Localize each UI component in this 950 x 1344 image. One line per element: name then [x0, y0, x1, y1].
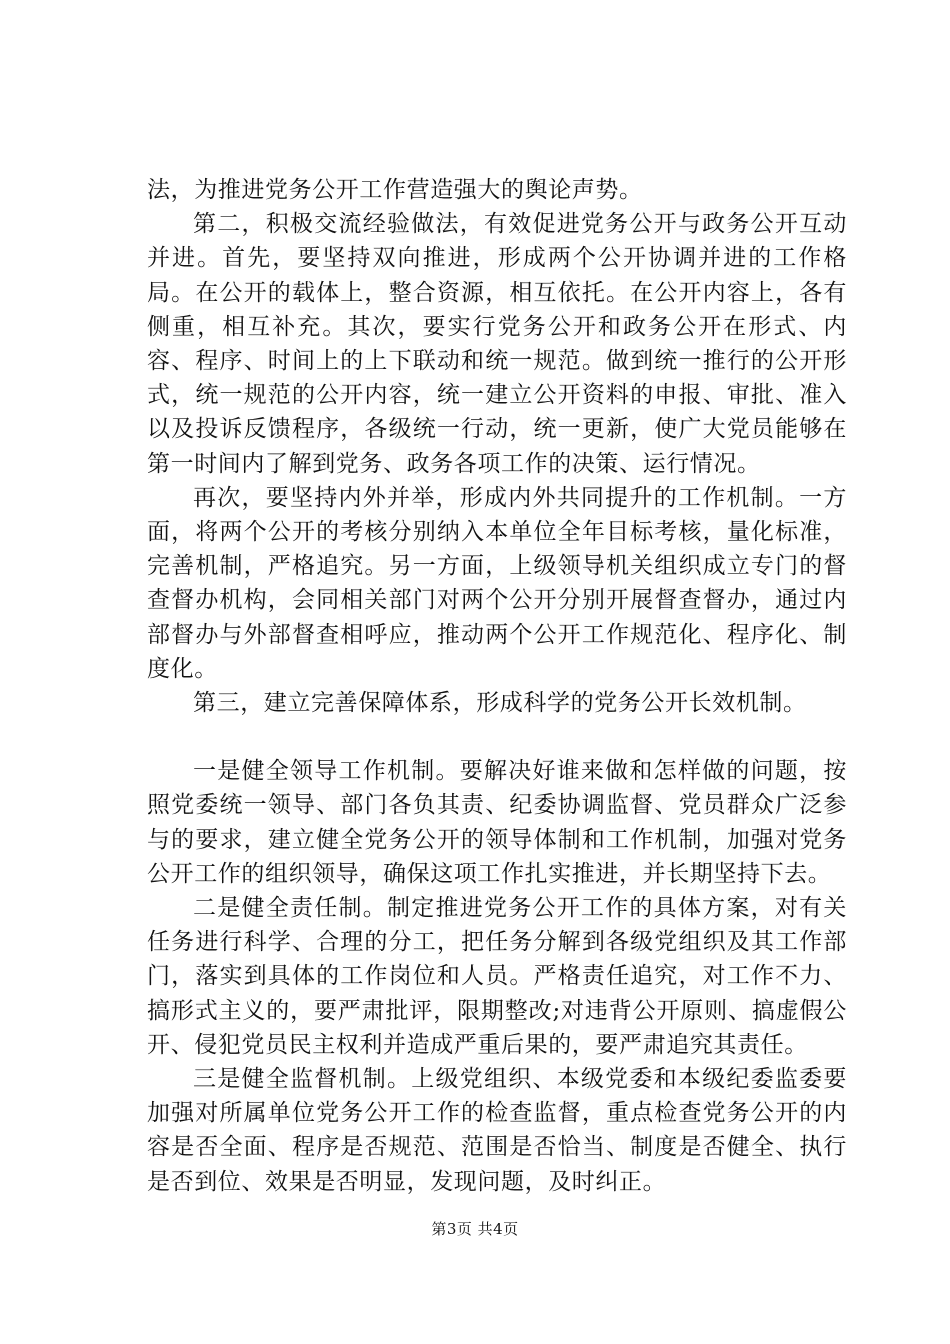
document-body [147, 173, 847, 1199]
paragraph-continuation: 法，为推进党务公开工作营造强大的舆论声势。 [147, 177, 643, 203]
paragraph-supervision-mechanism: 三是健全监督机制。上级党组织、本级党委和本级纪委监委要加强对所属单位党务公开工作的检查监督，重点检查党务公开的内容是否全面、程序是否规范、范围是否恰当、制度是否健全、执行是否到位、效果是否明显，发现问题，及时纠正。 [147, 1066, 847, 1195]
paragraph-internal-external: 再次，要坚持内外并举，形成内外共同提升的工作机制。一方面，将两个公开的考核分别纳入本单位全年目标考核，量化标准，完善机制，严格追究。另一方面，上级领导机关组织成立专门的督查督办机构，会同相关部门对两个公开分别开展督查督办，通过内部督办与外部督查相呼应，推动两个公开工作规范化、程序化、制度化。 [147, 484, 847, 682]
paragraph-responsibility-system: 二是健全责任制。制定推进党务公开工作的具体方案，对有关任务进行科学、合理的分工，把任务分解到各级党组织及其工作部门，落实到具体的工作岗位和人员。严格责任追究，对工作不力、搞形式主义的，要严肃批评，限期整改;对违背公开原则、搞虚假公开、侵犯党员民主权利并造成严重后果的，要严肃追究其责任。 [147, 895, 847, 1058]
paragraph-leadership-mechanism: 一是健全领导工作机制。要解决好谁来做和怎样做的问题，按照党委统一领导、部门各负其责、纪委协调监督、党员群众广泛参与的要求，建立健全党务公开的领导体制和工作机制，加强对党务公开工作的组织领导，确保这项工作扎实推进，并长期坚持下去。 [147, 758, 847, 887]
paragraph-third-point: 第三，建立完善保障体系，形成科学的党务公开长效机制。 [193, 690, 807, 717]
page-number-footer: 第3页 共4页 [431, 1220, 519, 1238]
paragraph-second-point: 第二，积极交流经验做法，有效促进党务公开与政务公开互动并进。首先，要坚持双向推进，形成两个公开协调并进的工作格局。在公开的载体上，整合资源，相互依托。在公开内容上，各有侧重，相互补充。其次，要实行党务公开和政务公开在形式、内容、程序、时间上的上下联动和统一规范。做到统一推行的公开形式，统一规范的公开内容，统一建立公开资料的申报、审批、准入以及投诉反馈程序，各级统一行动，统一更新，使广大党员能够在第一时间内了解到党务、政务各项工作的决策、运行情况。 [147, 211, 847, 477]
